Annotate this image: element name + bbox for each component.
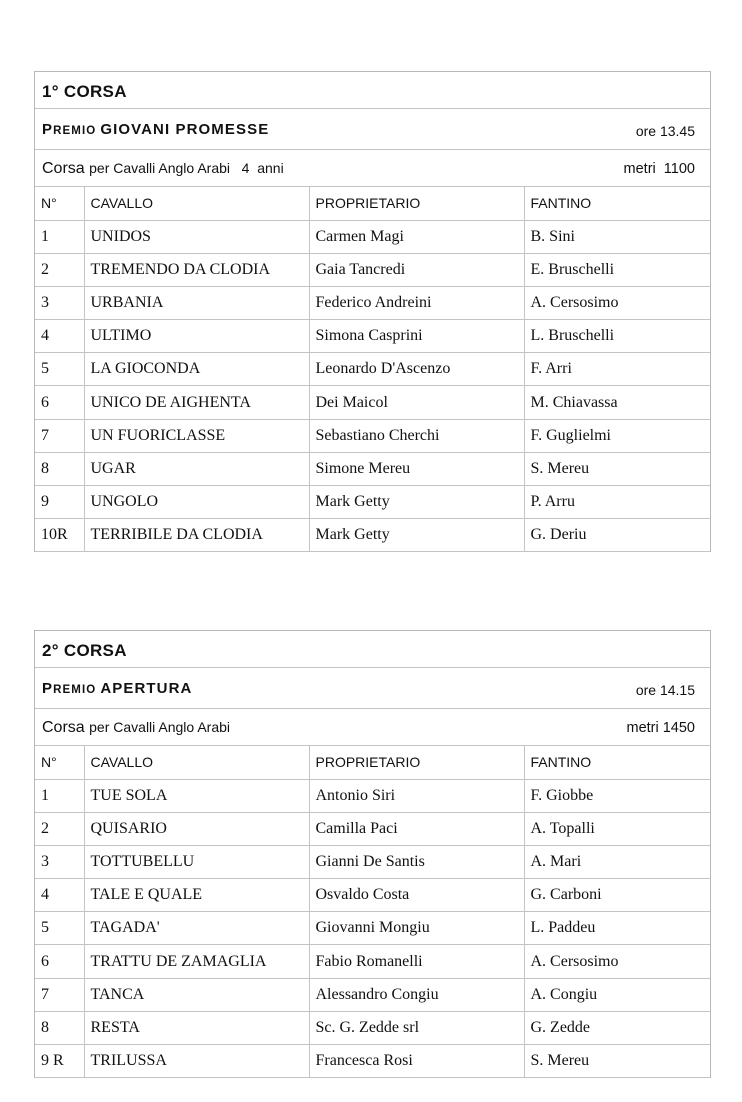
corsa-description: Corsa per Cavalli Anglo Arabi 4 anni bbox=[42, 160, 284, 177]
table-row bbox=[35, 945, 710, 978]
header-horse: CAVALLO bbox=[84, 746, 309, 779]
horse-name: UNGOLO bbox=[84, 486, 309, 519]
entry-number: 7 bbox=[35, 978, 84, 1011]
table-row bbox=[35, 320, 710, 353]
jockey-name: G. Deriu bbox=[524, 519, 710, 552]
entry-number: 6 bbox=[35, 386, 84, 419]
entry-number: 3 bbox=[35, 845, 84, 878]
header-owner: PROPRIETARIO bbox=[309, 187, 524, 220]
entry-number: 10R bbox=[35, 519, 84, 552]
jockey-name: B. Sini bbox=[524, 220, 710, 253]
table-row bbox=[35, 812, 710, 845]
entries-table bbox=[35, 746, 710, 1078]
entry-number: 1 bbox=[35, 779, 84, 812]
entry-number: 5 bbox=[35, 353, 84, 386]
horse-name: QUISARIO bbox=[84, 812, 309, 845]
entry-number: 4 bbox=[35, 879, 84, 912]
header-jockey: FANTINO bbox=[524, 187, 710, 220]
table-row bbox=[35, 486, 710, 519]
table-row bbox=[35, 220, 710, 253]
owner-name: Giovanni Mongiu bbox=[309, 912, 524, 945]
table-row bbox=[35, 879, 710, 912]
entry-number: 8 bbox=[35, 452, 84, 485]
jockey-name: F. Arri bbox=[524, 353, 710, 386]
jockey-name: L. Bruschelli bbox=[524, 320, 710, 353]
table-row bbox=[35, 1045, 710, 1078]
race-time: ore 14.15 bbox=[635, 682, 695, 698]
table-row bbox=[35, 845, 710, 878]
race-distance: metri 1450 bbox=[626, 720, 695, 736]
race-title-row bbox=[35, 631, 710, 668]
jockey-name: L. Paddeu bbox=[524, 912, 710, 945]
header-number: N° bbox=[35, 746, 84, 779]
horse-name: TREMENDO DA CLODIA bbox=[84, 253, 309, 286]
horse-name: URBANIA bbox=[84, 286, 309, 319]
owner-name: Camilla Paci bbox=[309, 812, 524, 845]
horse-name: TRILUSSA bbox=[84, 1045, 309, 1078]
premio-row bbox=[35, 109, 710, 150]
jockey-name: E. Bruschelli bbox=[524, 253, 710, 286]
horse-name: UGAR bbox=[84, 452, 309, 485]
horse-name: TUE SOLA bbox=[84, 779, 309, 812]
table-row bbox=[35, 286, 710, 319]
jockey-name: P. Arru bbox=[524, 486, 710, 519]
owner-name: Sebastiano Cherchi bbox=[309, 419, 524, 452]
horse-name: TAGADA' bbox=[84, 912, 309, 945]
horse-name: UN FUORICLASSE bbox=[84, 419, 309, 452]
horse-name: TOTTUBELLU bbox=[84, 845, 309, 878]
table-row bbox=[35, 978, 710, 1011]
table-row bbox=[35, 1011, 710, 1044]
entry-number: 5 bbox=[35, 912, 84, 945]
jockey-name: A. Cersosimo bbox=[524, 286, 710, 319]
horse-name: LA GIOCONDA bbox=[84, 353, 309, 386]
jockey-name: M. Chiavassa bbox=[524, 386, 710, 419]
premio-name: PREMIO GIOVANI PROMESSE bbox=[42, 121, 270, 138]
header-owner: PROPRIETARIO bbox=[309, 746, 524, 779]
jockey-name: F. Guglielmi bbox=[524, 419, 710, 452]
race-title-row bbox=[35, 72, 710, 109]
entry-number: 6 bbox=[35, 945, 84, 978]
jockey-name: F. Giobbe bbox=[524, 779, 710, 812]
owner-name: Osvaldo Costa bbox=[309, 879, 524, 912]
entry-number: 8 bbox=[35, 1011, 84, 1044]
race-card-1 bbox=[34, 71, 711, 552]
horse-name: RESTA bbox=[84, 1011, 309, 1044]
jockey-name: A. Mari bbox=[524, 845, 710, 878]
horse-name: UNIDOS bbox=[84, 220, 309, 253]
owner-name: Gaia Tancredi bbox=[309, 253, 524, 286]
owner-name: Simone Mereu bbox=[309, 452, 524, 485]
horse-name: TALE E QUALE bbox=[84, 879, 309, 912]
owner-name: Dei Maicol bbox=[309, 386, 524, 419]
header-horse: CAVALLO bbox=[84, 187, 309, 220]
jockey-name: S. Mereu bbox=[524, 452, 710, 485]
table-row bbox=[35, 419, 710, 452]
owner-name: Fabio Romanelli bbox=[309, 945, 524, 978]
horse-name: UNICO DE AIGHENTA bbox=[84, 386, 309, 419]
entry-number: 9 R bbox=[35, 1045, 84, 1078]
table-row bbox=[35, 253, 710, 286]
owner-name: Sc. G. Zedde srl bbox=[309, 1011, 524, 1044]
header-jockey: FANTINO bbox=[524, 746, 710, 779]
entry-number: 2 bbox=[35, 253, 84, 286]
owner-name: Simona Casprini bbox=[309, 320, 524, 353]
race-time: ore 13.45 bbox=[635, 123, 695, 139]
horse-name: ULTIMO bbox=[84, 320, 309, 353]
entry-number: 1 bbox=[35, 220, 84, 253]
owner-name: Leonardo D'Ascenzo bbox=[309, 353, 524, 386]
corsa-description: Corsa per Cavalli Anglo Arabi bbox=[42, 719, 231, 736]
jockey-name: G. Zedde bbox=[524, 1011, 710, 1044]
race-title: 1° CORSA bbox=[42, 82, 127, 101]
table-row bbox=[35, 452, 710, 485]
jockey-name: G. Carboni bbox=[524, 879, 710, 912]
table-header-row bbox=[35, 746, 710, 779]
horse-name: TERRIBILE DA CLODIA bbox=[84, 519, 309, 552]
jockey-name: A. Topalli bbox=[524, 812, 710, 845]
owner-name: Alessandro Congiu bbox=[309, 978, 524, 1011]
table-row bbox=[35, 779, 710, 812]
horse-name: TANCA bbox=[84, 978, 309, 1011]
jockey-name: S. Mereu bbox=[524, 1045, 710, 1078]
corsa-row bbox=[35, 709, 710, 746]
table-row bbox=[35, 353, 710, 386]
horse-name: TRATTU DE ZAMAGLIA bbox=[84, 945, 309, 978]
table-header-row bbox=[35, 187, 710, 220]
owner-name: Francesca Rosi bbox=[309, 1045, 524, 1078]
entry-number: 2 bbox=[35, 812, 84, 845]
table-row bbox=[35, 519, 710, 552]
owner-name: Antonio Siri bbox=[309, 779, 524, 812]
header-number: N° bbox=[35, 187, 84, 220]
owner-name: Mark Getty bbox=[309, 519, 524, 552]
entry-number: 3 bbox=[35, 286, 84, 319]
premio-name: PREMIO APERTURA bbox=[42, 680, 193, 697]
race-card-2 bbox=[34, 630, 711, 1078]
owner-name: Federico Andreini bbox=[309, 286, 524, 319]
entry-number: 9 bbox=[35, 486, 84, 519]
table-row bbox=[35, 386, 710, 419]
owner-name: Gianni De Santis bbox=[309, 845, 524, 878]
corsa-row bbox=[35, 150, 710, 187]
entry-number: 4 bbox=[35, 320, 84, 353]
race-distance: metri 1100 bbox=[623, 161, 695, 177]
jockey-name: A. Cersosimo bbox=[524, 945, 710, 978]
owner-name: Mark Getty bbox=[309, 486, 524, 519]
jockey-name: A. Congiu bbox=[524, 978, 710, 1011]
owner-name: Carmen Magi bbox=[309, 220, 524, 253]
entries-table bbox=[35, 187, 710, 552]
race-title: 2° CORSA bbox=[42, 641, 127, 660]
table-row bbox=[35, 912, 710, 945]
entry-number: 7 bbox=[35, 419, 84, 452]
premio-row bbox=[35, 668, 710, 709]
